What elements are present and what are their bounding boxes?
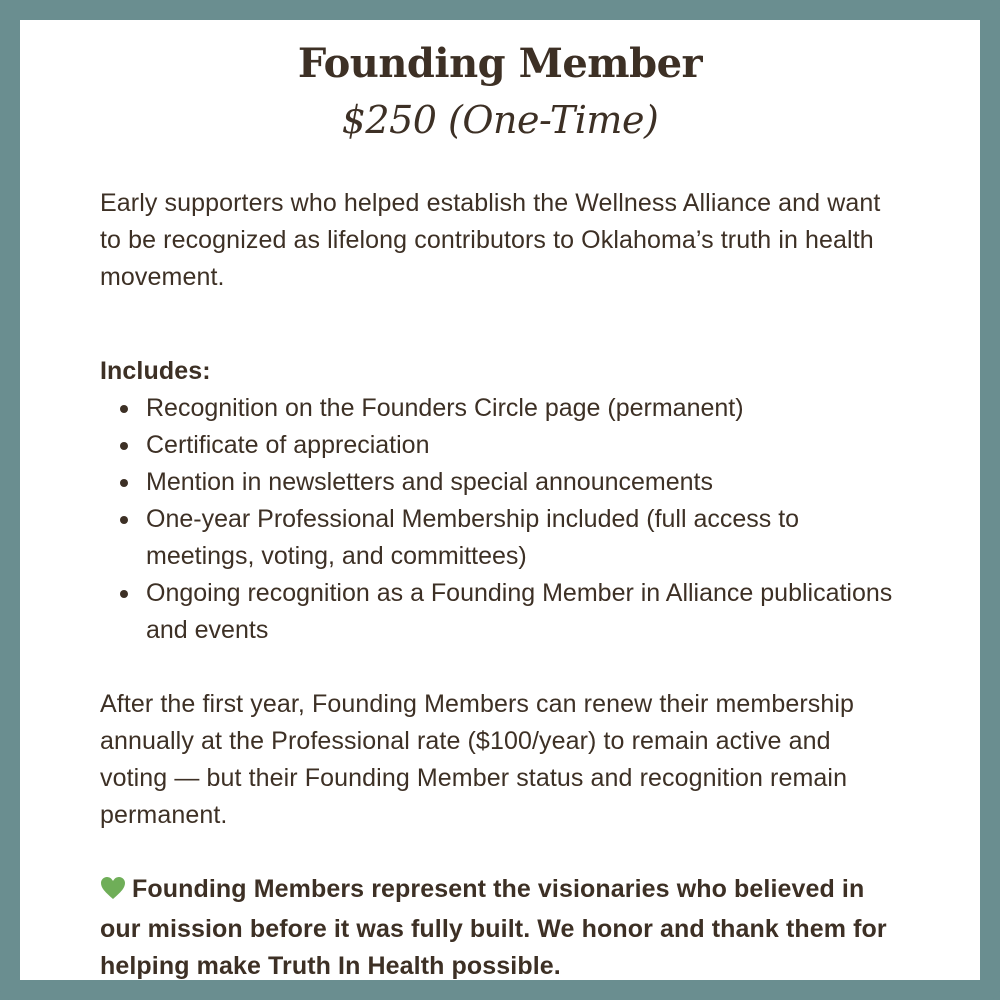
bullet-icon <box>120 590 128 598</box>
card-price: $250 (One-Time) <box>341 98 659 142</box>
includes-heading: Includes: <box>100 357 211 385</box>
list-item <box>100 575 900 649</box>
includes-list <box>100 390 900 649</box>
intro-paragraph: Early supporters who helped establish the Wellness Alliance and want to be recognized as lifelong contributors to Oklahoma’s truth in health movement. <box>100 189 881 291</box>
bullet-icon <box>120 405 128 413</box>
list-item-text: Ongoing recognition as a Founding Member in Alliance publications and events <box>146 579 893 644</box>
list-item-text: Mention in newsletters and special announcements <box>146 468 714 496</box>
list-item-text: Certificate of appreciation <box>146 431 430 459</box>
list-item <box>100 464 900 501</box>
list-item-text: One-year Professional Membership included (full access to meetings, voting, and committees) <box>146 505 800 570</box>
list-item <box>100 427 900 464</box>
list-item-text: Recognition on the Founders Circle page (permanent) <box>146 394 744 422</box>
bullet-icon <box>120 516 128 524</box>
bullet-icon <box>120 442 128 450</box>
closing-text: Founding Members represent the visionaries who believed in our mission before it was fully built. We honor and thank them for helping make Truth In Health possible. <box>100 875 887 980</box>
renewal-paragraph: After the first year, Founding Members can renew their membership annually at the Professional rate ($100/year) to remain active and voting — but their Founding Member status and recognition remain permanent. <box>100 690 855 829</box>
card-panel <box>20 20 980 980</box>
card-title: Founding Member <box>297 40 703 87</box>
green-heart-icon <box>100 874 126 911</box>
closing-statement <box>100 871 900 985</box>
list-item <box>100 390 900 427</box>
bullet-icon <box>120 479 128 487</box>
list-item <box>100 501 900 575</box>
